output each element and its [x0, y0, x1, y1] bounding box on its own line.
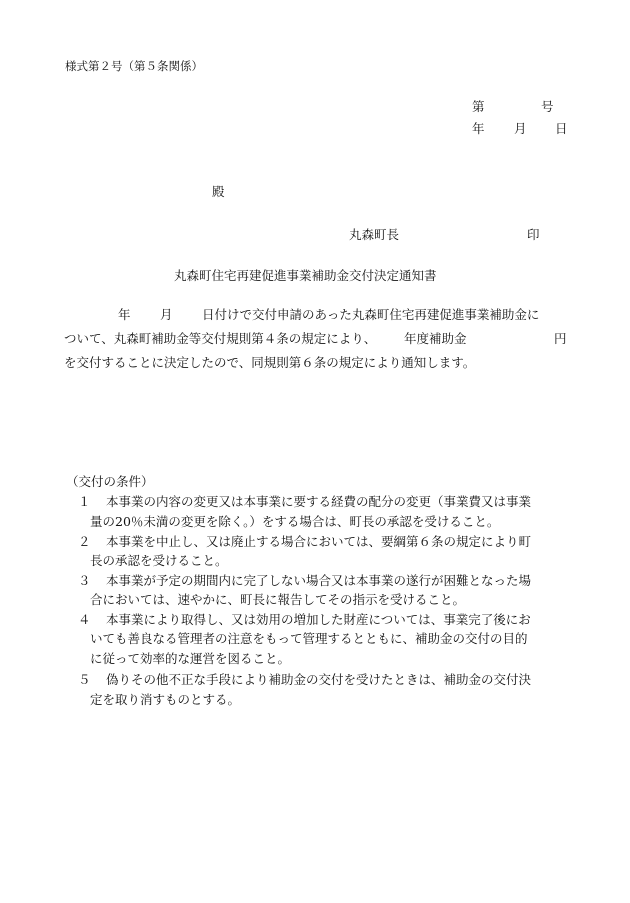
condition-number: ２: [78, 534, 91, 549]
addressee-honorific: 殿: [212, 184, 225, 199]
condition-line: 定を取り消すものとする。: [90, 692, 241, 707]
issuer-name: 丸森町長: [349, 227, 400, 242]
seal-mark: 印: [527, 227, 540, 242]
date-month-label: 月: [514, 121, 527, 136]
condition-line: 長の承認を受けること。: [90, 553, 228, 568]
body-month-label: 月: [160, 307, 173, 322]
date-year-label: 年: [472, 121, 485, 136]
condition-line: 本事業の内容の変更又は本事業に要する経費の配分の変更（事業費又は事業: [106, 494, 532, 509]
condition-line: 量の20％未満の変更を除く。）をする場合は、町長の承認を受けること。: [90, 514, 500, 529]
condition-line: 合においては、速やかに、町長に報告してその指示を受けること。: [90, 592, 466, 607]
condition-number: ４: [78, 612, 91, 627]
condition-line: いても善良なる管理者の注意をもって管理するとともに、補助金の交付の目的: [90, 631, 528, 646]
condition-line: に従って効率的な運営を図ること。: [90, 651, 291, 666]
document-title: 丸森町住宅再建促進事業補助金交付決定通知書: [174, 268, 437, 283]
body-line2-text: ついて、丸森町補助金等交付規則第４条の規定により、: [64, 331, 377, 346]
condition-line: 本事業により取得し、又は効用の増加した財産については、事業完了後にお: [106, 612, 531, 627]
condition-line: 偽りその他不正な手段により補助金の交付を受けたときは、補助金の交付決: [106, 672, 532, 687]
document-number-suffix: 号: [541, 99, 554, 114]
body-line1-text: 日付けで交付申請のあった丸森町住宅再建促進事業補助金に: [202, 307, 540, 322]
condition-number: ３: [78, 573, 91, 588]
document-number-label: 第: [472, 99, 485, 114]
condition-number: ５: [78, 672, 91, 687]
condition-line: 本事業が予定の期間内に完了しない場合又は本事業の遂行が困難となった場: [106, 573, 532, 588]
body-yen-label: 円: [554, 331, 567, 346]
date-day-label: 日: [555, 121, 568, 136]
condition-number: １: [78, 494, 91, 509]
conditions-heading: （交付の条件）: [66, 474, 154, 489]
condition-line: 本事業を中止し、又は廃止する場合においては、要綱第６条の規定により町: [106, 534, 532, 549]
body-year-label: 年: [118, 307, 131, 322]
form-number: 様式第２号（第５条関係）: [65, 59, 203, 73]
body-line-3: を交付することに決定したので、同規則第６条の規定により通知します。: [64, 355, 476, 370]
body-fiscal-year-subsidy: 年度補助金: [404, 331, 467, 346]
